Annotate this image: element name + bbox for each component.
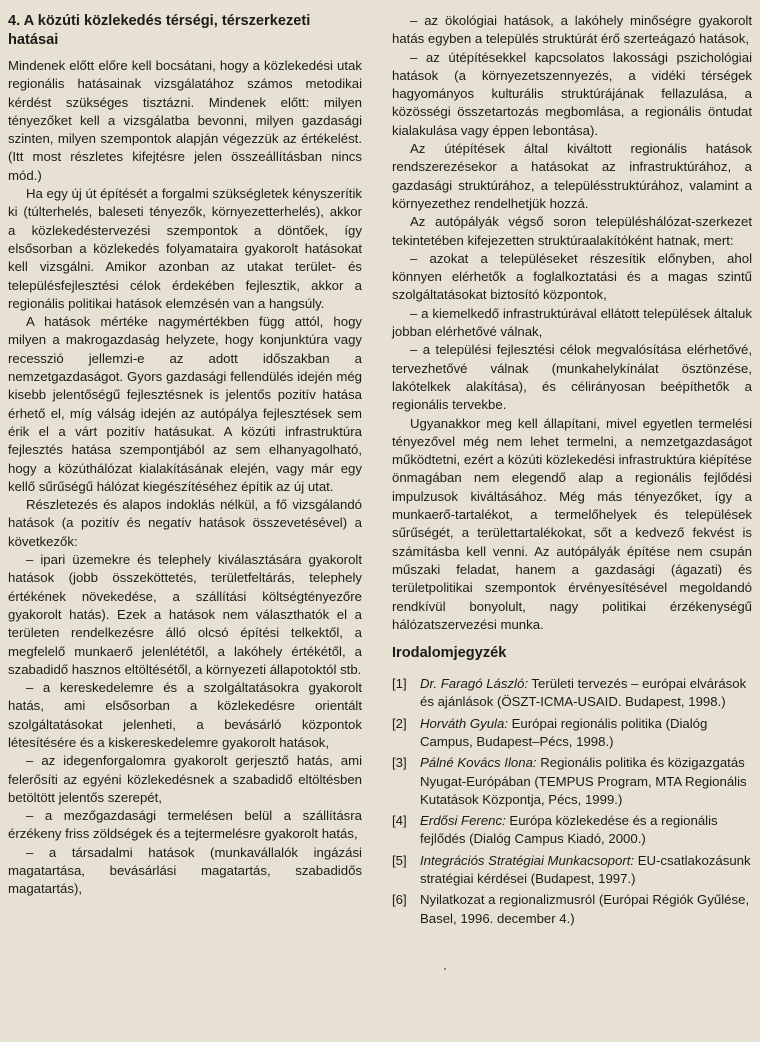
page-mark (444, 968, 446, 970)
paragraph: A hatások mértéke nagymértékben függ attól, hogy milyen a makrogazdaság helyzete, hogy konjunktúra vagy recesszió jellemzi-e az adott időszakban a nemzetgazdaságot. Gyors gazdasági fellendülés idején még kisebb jelentőségű fejlesztésnek is jelentős pozitív hatása érhető el, míg válság idején az autópálya fejlesztések sem érik el a várt pozitív hatásukat. A közúti infrastruktúra fejlesztés hatása szempontjából az sem elhanyagolható, hogy a közúthálózat kialakításának elején, vagy már egy kellő sűrűségű hálózat kiegészítéséhez építik az új utat. (8, 314, 362, 494)
reference-item (392, 812, 752, 849)
list-item: – a mezőgazdasági termelésen belül a szállításra érzékeny friss zöldségek és a tejtermelésre gyakorolt hatás, (8, 808, 362, 842)
list-item: – a kiemelkedő infrastruktúrával ellátott települések általuk jobban elérhetővé válnak, (392, 305, 752, 340)
reference-number: [1] (392, 676, 407, 692)
reference-author: Erdősi Ferenc: (420, 813, 506, 829)
reference-item (392, 891, 752, 928)
list-item: – az útépítésekkel kapcsolatos lakossági pszichológiai hatások (a környezetszennyezés, a vidéki térségek hagyományos kulturális struktúrájának fellazulása, a közösségi összetartozás megbomlása, a regionális öntudat kialakulása vagy éppen lebontása). (392, 49, 752, 138)
paragraph: Az útépítések által kiváltott regionális hatások rendszerezésekor a hatásokat az infrastruktúrához, a gazdasági struktúrához, a településstruktúrához, valamint a környezethez rendelhetjük hozzá. (392, 141, 752, 211)
list-item: – a települési fejlesztési célok megvalósítása elérhetővé, tervezhetővé válnak (munkahelykínálat ösztönzése, lakótelkek alakítása), és célirányosan beépíthetők a regionális tervekbe. (392, 342, 752, 413)
reference-text: Regionális politika és közigazgatás Nyugat-Európában (TEMPUS Program, MTA Regionális Kutatások Központja, Pécs, 1999.) (420, 755, 747, 807)
list-item: – a társadalmi hatások (munkavállalók ingázási magatartása, bevásárlási magatartás, szabadidős magatartás), (8, 844, 362, 897)
left-column (8, 12, 362, 899)
reference-item (392, 675, 752, 712)
list-item: – ipari üzemekre és telephely kiválasztására gyakorolt hatások (jobb összeköttetés, területfeltárás, telephely értékének növekedése, a szállítási költségtényezőre gyakorolt hatás). Ezek a hatások nem választhatók el a területen rendelkezésre álló olcsó építési telkektől, a megfelelő munkaerő jelenlététől, a lakóhely értékétől, a szabadidő hasznos eltöltésétől, a környezeti állapotoktól stb. (8, 552, 362, 677)
right-column (392, 12, 752, 931)
reference-item (392, 715, 752, 752)
reference-author: Horváth Gyula: (420, 715, 508, 731)
paragraph: Ha egy új út építését a forgalmi szükségletek kényszerítik ki (túlterhelés, baleseti tényezők, környezetterhelés), akkor a közlekedéstervezési szempontok a döntőek, így elsősorban a közlekedés folyamataira gyakorolt hatásokat kell vizsgálni. Amikor azonban az utakat terület- és településfejlesztési célok érdekében fejlesztik, akkor a regionális politikai hatások elemzésén van a hangsúly. (8, 186, 362, 311)
list-item: – azokat a településeket részesítik előnyben, ahol könnyen elérhetők a foglalkoztatási és a magas szintű szolgáltatásokat biztosító központok, (392, 250, 752, 303)
list-item: – az ökológiai hatások, a lakóhely minőségre gyakorolt hatás egyben a település struktúrát érő szerteágazó hatások, (392, 13, 752, 47)
references-list (392, 675, 752, 928)
reference-text: Területi tervezés – európai elvárások és ajánlások (ÖSZT-ICMA-USAID. Budapest, 1998.) (420, 676, 747, 710)
section-heading: 4. A közúti közlekedés térségi, térszerkezeti hatásai (8, 13, 311, 48)
list-item: – az idegenforgalomra gyakorolt gerjesztő hatás, ami felerősíti az egyéni közlekedésnek a szabadidő eltöltésben betöltött jelentős szerepét, (8, 753, 362, 805)
reference-text: EU-csatlakozásunk stratégiai kérdései (Budapest, 1997.) (420, 852, 751, 887)
list-item: – a kereskedelemre és a szolgáltatásokra gyakorolt hatás, ami elsősorban a közlekedésre orientált szolgáltatásokat jelenheti, a bevásárló központok létesítésére és a kiskereskedelemre gyakorolt hatások, (8, 680, 362, 750)
reference-text: Nyilatkozat a regionalizmusról (Európai Régiók Gyűlése, Basel, 1996. december 4.) (420, 892, 750, 926)
reference-author: Dr. Faragó László: (420, 676, 528, 692)
reference-item (392, 852, 752, 889)
reference-text: Európa közlekedése és a regionális fejlődés (Dialóg Campus Kiadó, 2000.) (420, 813, 718, 847)
references-heading: Irodalomjegyzék (392, 645, 507, 662)
paragraph: Mindenek előtt előre kell bocsátani, hogy a közlekedési utak regionális hatásainak vizsgálatához számos metodikai kérdést szükséges tisztázni. Mindenek előtt: milyen tényezőket kell a vizsgálatba bevonni, milyen gazdasági szinten, milyen szempontok alapján végezzük az értékelést. (Itt most részletes kifejtésre jelen összeállításban nincs mód.) (8, 58, 362, 183)
reference-item (392, 754, 752, 809)
paragraph: Az autópályák végső soron településhálózat-szerkezet tekintetében kifejezetten struktúraalakítóként hatnak, mert: (392, 214, 752, 248)
reference-author: Integrációs Stratégiai Munkacsoport: (420, 852, 635, 868)
reference-author: Pálné Kovács Ilona: (420, 755, 537, 771)
reference-text: Európai regionális politika (Dialóg Campus, Budapest–Pécs, 1998.) (420, 715, 708, 749)
reference-number: [3] (392, 755, 407, 771)
reference-number: [4] (392, 813, 407, 829)
reference-number: [6] (392, 892, 407, 908)
paragraph: Részletezés és alapos indoklás nélkül, a fő vizsgálandó hatások (a pozitív és negatív hatások összevetésével) a következők: (8, 497, 362, 549)
reference-number: [5] (392, 852, 407, 868)
paragraph: Ugyanakkor meg kell állapítani, mivel egyetlen termelési tényezővel még nem lehet termelni, a nemzetgazdaságot működtetni, ezért a közúti közlekedési infrastruktúra kiépítése önmagában nem elegendő alap a regionális fejlődési impulzusok kiváltásához. Még más tényezőket, így a munkaerő-tartalékot, a termelőhelyek és települések sűrűségét, a területtartalékokat, sőt a kedvező fekvést is számításba kell venni. Az autópályák építése nem csupán műszaki feladat, hanem a gazdasági (ágazati) és területpolitikai szempontok érvényesítésével megoldandó rendkívül bonyolult, nagy politikai érzékenységű hálózatszervezési munka. (392, 415, 752, 632)
reference-number: [2] (392, 715, 407, 731)
